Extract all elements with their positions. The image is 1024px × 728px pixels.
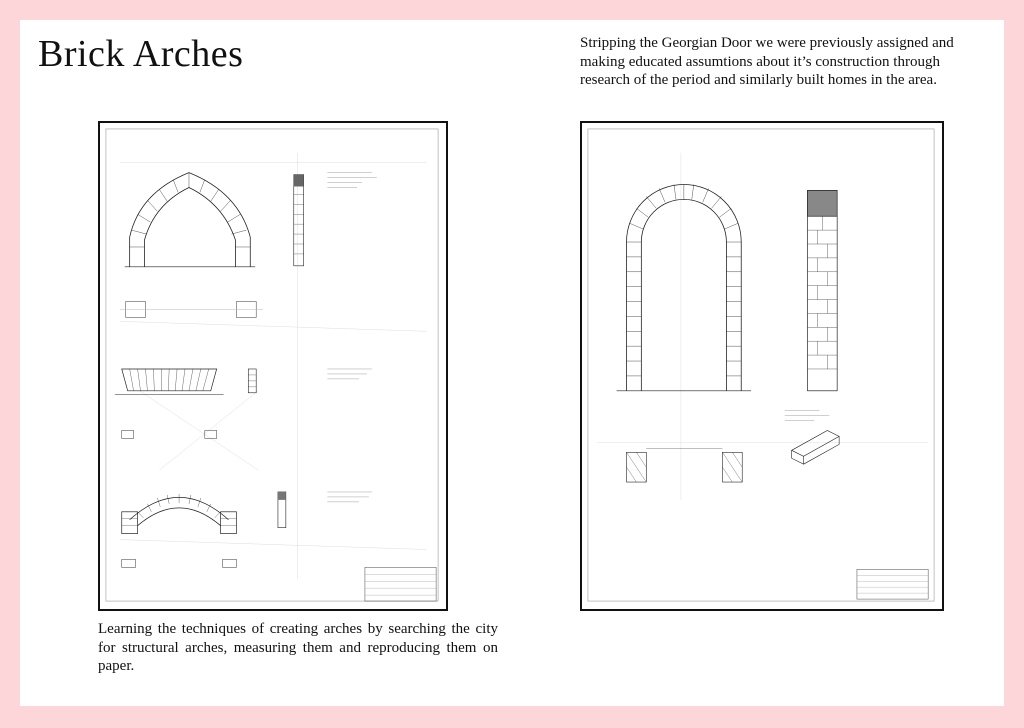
caption-paragraph: Learning the techniques of creating arches by searching the city for structural arches, measuring them and reproducing them on paper.: [98, 621, 498, 674]
door-plan: [627, 448, 743, 482]
flat-arch-elevation: [115, 369, 224, 395]
georgian-door-drawing: [580, 121, 944, 611]
brick-detail: [792, 430, 839, 464]
segmental-arch-elevation: [122, 494, 237, 534]
round-arch-elevation: [617, 184, 752, 390]
arch-studies-drawing: [98, 121, 448, 611]
intro-paragraph: Stripping the Georgian Door we were previously assigned and making educated assumtions about it’s construction through research of the period and similarly built homes in the area.: [580, 35, 954, 88]
wall-section: [807, 190, 837, 390]
left-title-block: [365, 567, 436, 601]
right-title-block: [857, 569, 928, 599]
pointed-arch-elevation: [125, 173, 255, 267]
page-sheet: [20, 20, 1004, 706]
georgian-door-svg: [582, 123, 942, 609]
page-title: Brick Arches: [38, 33, 244, 75]
arch-studies-svg: [100, 123, 446, 609]
